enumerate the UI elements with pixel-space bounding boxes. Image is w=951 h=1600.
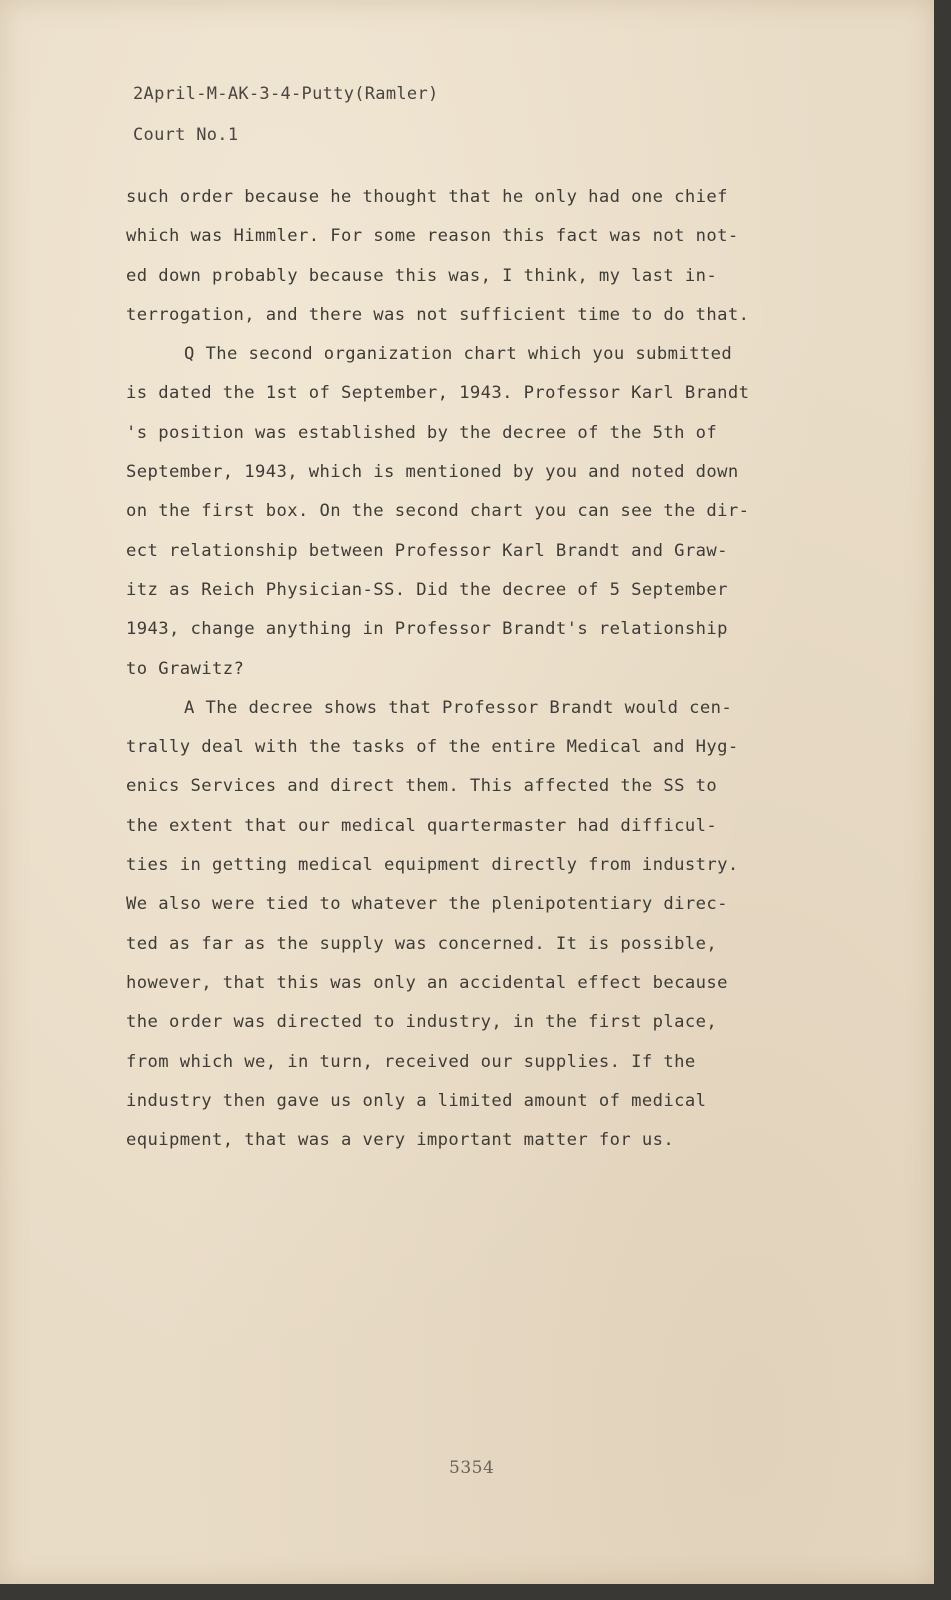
body-line: to Grawitz?: [126, 658, 245, 679]
body-line: the order was directed to industry, in the first place,: [126, 1012, 718, 1033]
page-number: 5354: [449, 1458, 495, 1478]
body-line: however, that this was only an accidental effect because: [126, 972, 728, 993]
body-line: terrogation, and there was not sufficient time to do that.: [126, 304, 750, 325]
body-line: on the first box. On the second chart you can see the dir-: [126, 501, 750, 522]
body-line: such order because he thought that he only had one chief: [126, 187, 728, 207]
body-line: from which we, in turn, received our supplies. If the: [126, 1051, 696, 1072]
body-line: ties in getting medical equipment directly from industry.: [126, 855, 739, 876]
body-line: the extent that our medical quartermaster had difficul-: [126, 815, 718, 836]
body-line: September, 1943, which is mentioned by you and noted down: [126, 462, 739, 483]
transcript-body: [126, 178, 846, 1160]
body-line: ed down probably because this was, I think, my last in-: [126, 265, 718, 286]
court-label: Court No.1: [133, 125, 239, 145]
body-line: enics Services and direct them. This affected the SS to: [126, 776, 718, 797]
transcript-reference: 2April-M-AK-3-4-Putty(Ramler): [133, 84, 439, 104]
body-line: We also were tied to whatever the plenipotentiary direc-: [126, 894, 728, 915]
body-line: industry then gave us only a limited amount of medical: [126, 1090, 707, 1111]
question-line: Q The second organization chart which you submitted: [184, 344, 733, 365]
answer-line: A The decree shows that Professor Brandt would cen-: [184, 697, 733, 718]
body-line: 's position was established by the decree of the 5th of: [126, 422, 718, 443]
body-line: ted as far as the supply was concerned. It is possible,: [126, 933, 718, 954]
body-line: is dated the 1st of September, 1943. Professor Karl Brandt: [126, 383, 750, 404]
body-line: ect relationship between Professor Karl Brandt and Graw-: [126, 540, 728, 561]
body-line: trally deal with the tasks of the entire Medical and Hyg-: [126, 737, 739, 758]
body-line: which was Himmler. For some reason this fact was not not-: [126, 226, 739, 247]
body-line: itz as Reich Physician-SS. Did the decree of 5 September: [126, 579, 728, 600]
body-line: 1943, change anything in Professor Brandt's relationship: [126, 619, 728, 640]
body-line: equipment, that was a very important matter for us.: [126, 1130, 675, 1151]
